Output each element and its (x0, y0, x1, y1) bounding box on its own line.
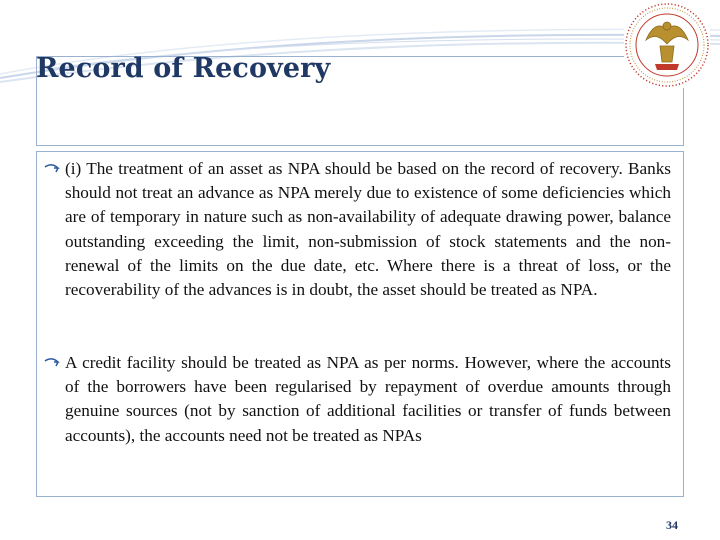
page-number: 34 (666, 518, 678, 532)
bullet-arrow-icon (44, 358, 62, 370)
institute-emblem-icon (622, 0, 712, 90)
slide-title: Record of Recovery (36, 53, 331, 84)
bullet-arrow-icon (44, 164, 62, 176)
bullet-text-credit-facility: A credit facility should be treated as NPA as per norms. However, where the accounts of the borrowers have been regularised by repayment of overdue amounts through genuine sources (not by sanction of additional facilities or transfer of funds between accounts), the accounts need not be treated as NPAs (65, 353, 671, 445)
bullet-text-record-of-recovery: (i) The treatment of an asset as NPA should be based on the record of recovery. Banks should not treat an advance as NPA merely due to existence of some deficiencies which are of temporary in nature such as non-availability of adequate drawing power, balance outstanding exceeding the limit, non-submission of stock statements and the non-renewal of the limits on the due date, etc. Where there is a threat of loss, or the recoverability of the advances is in doubt, the asset should be treated as NPA. (65, 159, 671, 300)
